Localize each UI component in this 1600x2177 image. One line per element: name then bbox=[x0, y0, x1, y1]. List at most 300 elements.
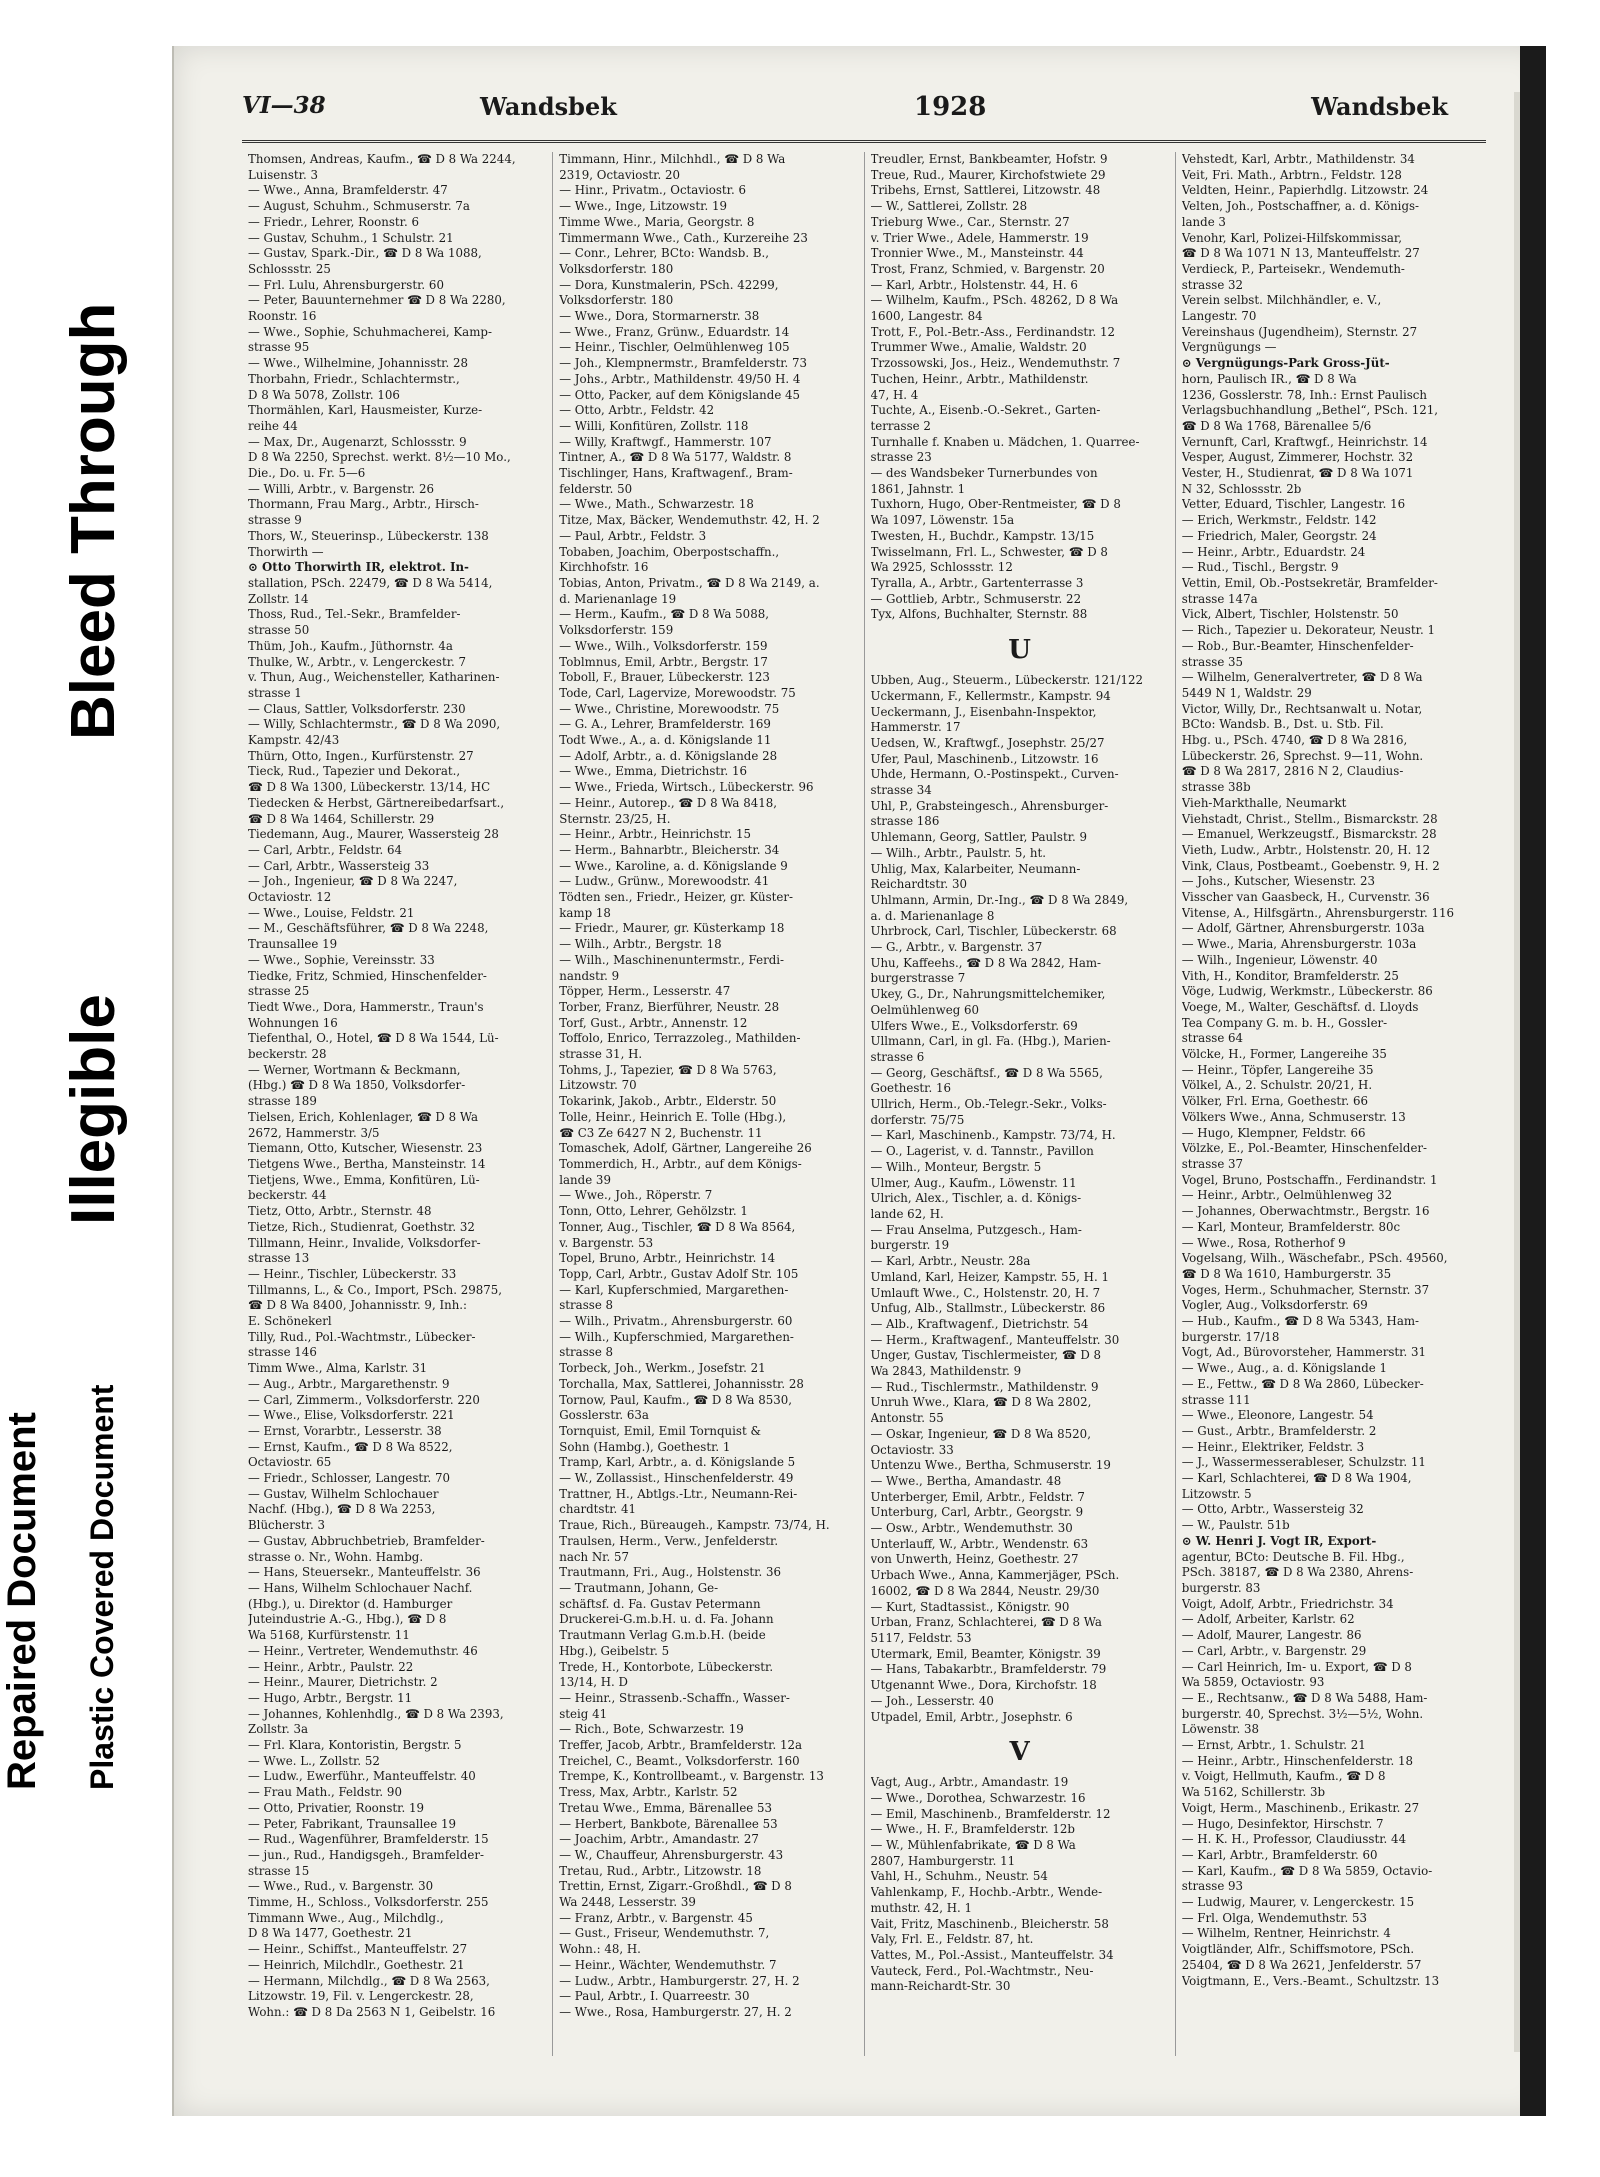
directory-entry: — Gottlieb, Arbtr., Schmuserstr. 22 bbox=[870, 591, 1082, 606]
directory-entry: horn, Paulisch IR., ☎ D 8 Wa bbox=[1181, 371, 1357, 386]
directory-entry: Die., Do. u. Fr. 5—6 bbox=[248, 466, 366, 481]
directory-entry: Vogt, Ad., Bürovorsteher, Hammerstr. 31 bbox=[1181, 1345, 1426, 1360]
directory-entry: Litzowstr. 5 bbox=[1181, 1486, 1252, 1501]
directory-entry: Timme Wwe., Maria, Georgstr. 8 bbox=[559, 214, 755, 229]
directory-entry: — Oskar, Ingenieur, ☎ D 8 Wa 8520, bbox=[870, 1426, 1091, 1441]
directory-entry: — Peter, Fabrikant, Traunsallee 19 bbox=[248, 1816, 456, 1831]
directory-entry: steig 41 bbox=[559, 1706, 608, 1721]
directory-entry: — Rich., Bote, Schwarzestr. 19 bbox=[559, 1722, 744, 1737]
directory-entry: Ullrich, Herm., Ob.-Telegr.-Sekr., Volks- bbox=[870, 1097, 1107, 1112]
directory-entry: Umlauft Wwe., C., Holstenstr. 20, H. 7 bbox=[870, 1285, 1101, 1300]
directory-entry: ☎ D 8 Wa 1071 N 13, Manteuffelstr. 27 bbox=[1181, 246, 1420, 261]
directory-entry: — Ludwig, Maurer, v. Lengerckestr. 15 bbox=[1181, 1895, 1415, 1910]
directory-entry: lande 3 bbox=[1181, 214, 1226, 229]
directory-entry: Thormählen, Karl, Hausmeister, Kurze- bbox=[248, 403, 483, 418]
directory-entry: Hbg.), Geibelstr. 5 bbox=[559, 1643, 670, 1658]
directory-entry: Juteindustrie A.-G., Hbg.), ☎ D 8 bbox=[248, 1612, 447, 1627]
directory-entry: — Hugo, Klempner, Feldstr. 66 bbox=[1181, 1125, 1366, 1140]
directory-entry: — Karl, Kaufm., ☎ D 8 Wa 5859, Octavio- bbox=[1181, 1863, 1433, 1878]
directory-entry: strasse 13 bbox=[248, 1251, 310, 1266]
directory-entry: burgerstrasse 7 bbox=[870, 971, 966, 986]
directory-column bbox=[1175, 152, 1486, 2056]
directory-entry: — Wwe., Franz, Grünw., Eduardstr. 14 bbox=[559, 324, 790, 339]
advertised-entry: ⊙ W. Henri J. Vogt IR, Export- bbox=[1181, 1533, 1377, 1548]
directory-entry: Verdieck, P., Parteisekr., Wendemuth- bbox=[1181, 261, 1405, 276]
directory-entry: — G., Arbtr., v. Bargenstr. 37 bbox=[870, 940, 1043, 955]
directory-entry: Victor, Willy, Dr., Rechtsanwalt u. Notar, bbox=[1181, 701, 1423, 716]
city-heading-left: Wandsbek bbox=[480, 92, 617, 121]
directory-entry: Tietgens Wwe., Bertha, Mansteinstr. 14 bbox=[248, 1157, 486, 1171]
directory-entry: Tyx, Alfons, Buchhalter, Sternstr. 88 bbox=[870, 607, 1088, 622]
directory-entry: Verlagsbuchhandlung „Bethel“, PSch. 121, bbox=[1181, 403, 1438, 418]
directory-entry: — Wilh., Kupferschmied, Margarethen- bbox=[559, 1329, 794, 1344]
directory-entry: Zollstr. 3a bbox=[248, 1722, 309, 1737]
directory-entry: 5449 N 1, Waldstr. 29 bbox=[1181, 685, 1312, 700]
directory-entry: — Frl. Olga, Wendemuthstr. 53 bbox=[1181, 1910, 1367, 1925]
directory-entry: — W., Mühlenfabrikate, ☎ D 8 Wa bbox=[870, 1838, 1076, 1853]
directory-entry: Vereinshaus (Jugendheim), Sternstr. 27 bbox=[1181, 324, 1418, 339]
directory-entry: Thors, W., Steuerinsp., Lübeckerstr. 138 bbox=[248, 528, 489, 543]
directory-entry: — Ludw., Ewerführ., Manteuffelstr. 40 bbox=[248, 1769, 476, 1784]
directory-entry: Wa 2843, Mathildenstr. 9 bbox=[870, 1364, 1022, 1379]
directory-entry: — Heinr., Schiffst., Manteuffelstr. 27 bbox=[248, 1942, 468, 1957]
directory-entry: v. Voigt, Hellmuth, Kaufm., ☎ D 8 bbox=[1181, 1769, 1386, 1784]
directory-entry: strasse 189 bbox=[248, 1094, 317, 1109]
directory-entry: strasse 95 bbox=[248, 340, 310, 355]
directory-entry: Tiedemann, Aug., Maurer, Wassersteig 28 bbox=[248, 827, 499, 842]
directory-entry: — Carl, Arbtr., Wassersteig 33 bbox=[248, 858, 430, 873]
directory-entry: Torf, Gust., Arbtr., Annenstr. 12 bbox=[559, 1015, 748, 1030]
directory-entry: Wa 1097, Löwenstr. 15a bbox=[870, 513, 1015, 528]
directory-entry: — Franz, Arbtr., v. Bargenstr. 45 bbox=[559, 1910, 753, 1925]
directory-entry: Velten, Joh., Postschaffner, a. d. Königs- bbox=[1181, 199, 1420, 214]
directory-entry: ☎ D 8 Wa 2817, 2816 N 2, Claudius- bbox=[1181, 764, 1404, 779]
directory-entry: — Carl Heinrich, Im- u. Export, ☎ D 8 bbox=[1181, 1659, 1412, 1674]
directory-entry: Unfug, Alb., Stallmstr., Lübeckerstr. 86 bbox=[870, 1301, 1106, 1316]
directory-entry: — Dora, Kunstmalerin, PSch. 42299, bbox=[559, 277, 779, 292]
directory-entry: — Frl. Klara, Kontoristin, Bergstr. 5 bbox=[248, 1738, 462, 1753]
directory-entry: Wa 5162, Schillerstr. 3b bbox=[1181, 1785, 1326, 1800]
directory-entry: Tode, Carl, Lagervize, Morewoodstr. 75 bbox=[559, 685, 796, 700]
directory-entry: Toblmnus, Emil, Arbtr., Bergstr. 17 bbox=[559, 654, 768, 669]
directory-entry: (Hbg.) ☎ D 8 Wa 1850, Volksdorfer- bbox=[248, 1078, 466, 1093]
directory-entry: — J., Wassermesserableser, Schulzstr. 11 bbox=[1181, 1455, 1426, 1470]
directory-entry: — Heinr., Vertreter, Wendemuthstr. 46 bbox=[248, 1643, 478, 1658]
directory-entry: Tuchte, A., Eisenb.-O.-Sekret., Garten- bbox=[870, 403, 1101, 418]
directory-entry: Tiedecken & Herbst, Gärtnereibedarfsart., bbox=[248, 795, 505, 810]
directory-entry: Trautmann, Fri., Aug., Holstenstr. 36 bbox=[559, 1565, 781, 1580]
directory-entry: Sternstr. 23/25, H. bbox=[559, 811, 671, 826]
directory-entry: strasse 8 bbox=[559, 1298, 614, 1313]
directory-entry: stallation, PSch. 22479, ☎ D 8 Wa 5414, bbox=[248, 575, 493, 590]
directory-entry: Reichardtstr. 30 bbox=[870, 877, 967, 892]
directory-entry: — Friedr., Maurer, gr. Küsterkamp 18 bbox=[559, 921, 785, 936]
directory-entry: Vattes, M., Pol.-Assist., Manteuffelstr. 34 bbox=[870, 1947, 1114, 1962]
directory-entry: — Rob., Bur.-Beamter, Hinschenfelder- bbox=[1181, 638, 1414, 653]
directory-entry: — Heinr., Arbtr., Paulstr. 22 bbox=[248, 1659, 414, 1674]
directory-entry: Urbach Wwe., Anna, Kammerjäger, PSch. bbox=[870, 1568, 1120, 1583]
directory-entry: Tietze, Rich., Studienrat, Goethstr. 32 bbox=[248, 1219, 475, 1234]
directory-entry: Wa 5168, Kurfürstenstr. 11 bbox=[248, 1628, 410, 1643]
directory-entry: burgerstr. 17/18 bbox=[1181, 1329, 1280, 1344]
directory-entry: — Paul, Arbtr., I. Quarreestr. 30 bbox=[559, 1989, 750, 2004]
directory-entry: — Heinr., Töpfer, Langereihe 35 bbox=[1181, 1062, 1374, 1077]
directory-entry: — Emanuel, Werkzeugstf., Bismarckstr. 28 bbox=[1181, 827, 1437, 842]
directory-entry: Tokarink, Jakob., Arbtr., Elderstr. 50 bbox=[559, 1094, 777, 1109]
directory-entry: Trummer Wwe., Amalie, Waldstr. 20 bbox=[870, 340, 1087, 355]
directory-entry: Roonstr. 16 bbox=[248, 309, 317, 324]
directory-entry: Tribehs, Ernst, Sattlerei, Litzowstr. 48 bbox=[870, 183, 1101, 198]
directory-entry: 1861, Jahnstr. 1 bbox=[870, 481, 966, 496]
directory-entry: Vetter, Eduard, Tischler, Langestr. 16 bbox=[1181, 497, 1406, 512]
directory-entry: Vöge, Ludwig, Werkmstr., Lübeckerstr. 86 bbox=[1181, 984, 1433, 999]
directory-entry: Vagt, Aug., Arbtr., Amandastr. 19 bbox=[870, 1775, 1069, 1790]
directory-entry: — W., Sattlerei, Zollstr. 28 bbox=[870, 199, 1028, 214]
directory-entry: 16002, ☎ D 8 Wa 2844, Neustr. 29/30 bbox=[870, 1583, 1100, 1598]
scan-annotation-labels bbox=[0, 0, 170, 2177]
directory-entry: — Heinr., Arbtr., Heinrichstr. 15 bbox=[559, 827, 751, 842]
directory-entry: Vieth, Ludw., Arbtr., Holstenstr. 20, H. 12 bbox=[1181, 842, 1431, 857]
directory-entry: — jun., Rud., Handigsgeh., Bramfelder- bbox=[248, 1847, 484, 1862]
directory-entry: 2319, Octaviostr. 20 bbox=[559, 167, 681, 182]
directory-entry: — Joh., Klempnermstr., Bramfelderstr. 73 bbox=[559, 356, 808, 371]
directory-entry: 2672, Hammerstr. 3/5 bbox=[248, 1125, 380, 1140]
directory-entry: Unterberger, Emil, Arbtr., Feldstr. 7 bbox=[870, 1489, 1085, 1504]
directory-entry: — M., Geschäftsführer, ☎ D 8 Wa 2248, bbox=[248, 921, 489, 936]
directory-entry: Timmann, Hinr., Milchhdl., ☎ D 8 Wa bbox=[559, 152, 786, 166]
directory-entry: — Wilhelm, Rentner, Heinrichstr. 4 bbox=[1181, 1926, 1391, 1941]
directory-entry: Thorwirth — bbox=[248, 544, 324, 559]
directory-entry: Trost, Franz, Schmied, v. Bargenstr. 20 bbox=[870, 261, 1105, 276]
directory-entry: Topel, Bruno, Arbtr., Heinrichstr. 14 bbox=[559, 1251, 776, 1266]
directory-entry: — Osw., Arbtr., Wendemuthstr. 30 bbox=[870, 1521, 1073, 1536]
directory-entry: Vester, H., Studienrat, ☎ D 8 Wa 1071 bbox=[1181, 466, 1414, 481]
directory-entry: Voigtländer, Alfr., Schiffsmotore, PSch. bbox=[1181, 1942, 1415, 1957]
directory-entry: burgerstr. 19 bbox=[870, 1238, 950, 1253]
directory-entry: — Wwe., Dorothea, Schwarzestr. 16 bbox=[870, 1790, 1086, 1805]
directory-entry: Todt Wwe., A., a. d. Königslande 11 bbox=[559, 733, 772, 748]
directory-entry: Tödten sen., Friedr., Heizer, gr. Küster- bbox=[559, 890, 794, 905]
directory-entry: Thulke, W., Arbtr., v. Lengerckestr. 7 bbox=[248, 654, 467, 669]
directory-entry: Octaviostr. 33 bbox=[870, 1442, 954, 1457]
directory-entry: Vick, Albert, Tischler, Holstenstr. 50 bbox=[1181, 607, 1399, 622]
directory-entry: — Gust., Friseur, Wendemuthstr. 7, bbox=[559, 1926, 770, 1941]
directory-entry: Tillmanns, L., & Co., Import, PSch. 29875, bbox=[248, 1282, 503, 1297]
directory-entry: Tiedke, Fritz, Schmied, Hinschenfelder- bbox=[248, 968, 487, 983]
directory-entry: Luisenstr. 3 bbox=[248, 167, 318, 182]
directory-entry: Hbg. u., PSch. 4740, ☎ D 8 Wa 2816, bbox=[1181, 733, 1408, 748]
directory-entry: Sohn (Hambg.), Goethestr. 1 bbox=[559, 1439, 731, 1454]
directory-entry: — Frau Anselma, Putzgesch., Ham- bbox=[870, 1222, 1082, 1237]
directory-entry: — Joh., Lesserstr. 40 bbox=[870, 1693, 994, 1708]
directory-entry: Tobaben, Joachim, Oberpostschaffn., bbox=[559, 544, 780, 559]
directory-entry: Zollstr. 14 bbox=[248, 591, 309, 606]
directory-entry: Torbeck, Joh., Werkm., Josefstr. 21 bbox=[559, 1361, 766, 1376]
directory-entry: — Friedr., Schlosser, Langestr. 70 bbox=[248, 1471, 451, 1486]
directory-entry: — Ludw., Arbtr., Hamburgerstr. 27, H. 2 bbox=[559, 1973, 800, 1988]
directory-entry: lande 39 bbox=[559, 1172, 611, 1187]
directory-entry: Ulrich, Alex., Tischler, a. d. Königs- bbox=[870, 1191, 1082, 1206]
directory-entry: — Rud., Tischl., Bergstr. 9 bbox=[1181, 560, 1339, 575]
directory-entry: Timm Wwe., Alma, Karlstr. 31 bbox=[248, 1361, 428, 1376]
directory-entry: — Hans, Tabakarbtr., Bramfelderstr. 79 bbox=[870, 1662, 1107, 1677]
directory-entry: strasse 111 bbox=[1181, 1392, 1251, 1407]
directory-entry: — Adolf, Gärtner, Ahrensburgerstr. 103a bbox=[1181, 921, 1425, 936]
directory-entry: v. Bargenstr. 53 bbox=[559, 1235, 654, 1250]
directory-entry: nandstr. 9 bbox=[559, 968, 620, 983]
directory-entry: 2807, Hamburgerstr. 11 bbox=[870, 1853, 1016, 1868]
directory-entry: strasse 1 bbox=[248, 685, 302, 700]
directory-entry: 47, H. 4 bbox=[870, 387, 919, 402]
directory-entry: — des Wandsbeker Turnerbundes von bbox=[870, 466, 1098, 481]
directory-entry: Treffer, Jacob, Arbtr., Bramfelderstr. 12a bbox=[559, 1738, 803, 1753]
directory-entry: — Heinr., Arbtr., Oelmühlenweg 32 bbox=[1181, 1188, 1393, 1203]
directory-entry: Völzke, E., Pol.-Beamter, Hinschenfelder- bbox=[1181, 1141, 1428, 1156]
directory-entry: — Wwe., Wilh., Volksdorferstr. 159 bbox=[559, 638, 768, 653]
directory-entry: strasse 93 bbox=[1181, 1879, 1244, 1894]
directory-entry: strasse 37 bbox=[1181, 1157, 1244, 1171]
directory-entry: — Friedrich, Maler, Georgstr. 24 bbox=[1181, 528, 1377, 543]
directory-entry: — Johs., Arbtr., Mathildenstr. 49/50 H. 4 bbox=[559, 371, 801, 386]
directory-entry: Trzossowski, Jos., Heiz., Wendemuthstr. 7 bbox=[870, 356, 1121, 371]
directory-entry: — Wwe., Rosa, Hamburgerstr. 27, H. 2 bbox=[559, 2004, 792, 2019]
directory-entry: reihe 44 bbox=[248, 418, 298, 433]
directory-entry: — Heinr., Elektriker, Feldstr. 3 bbox=[1181, 1439, 1365, 1454]
directory-entry: — Wwe., Frieda, Wirtsch., Lübeckerstr. 96 bbox=[559, 780, 814, 795]
section-letter: V bbox=[1009, 1737, 1030, 1768]
directory-entry: Vith, H., Konditor, Bramfelderstr. 25 bbox=[1181, 968, 1399, 983]
header-rule bbox=[242, 140, 1486, 143]
directory-entry: — Heinr., Tischler, Oelmühlenweg 105 bbox=[559, 340, 790, 355]
directory-entry: — Heinrich, Milchdlr., Goethestr. 21 bbox=[248, 1957, 465, 1972]
directory-entry: Trede, H., Kontorbote, Lübeckerstr. bbox=[559, 1659, 774, 1674]
directory-entry: — Conr., Lehrer, BCto: Wandsb. B., bbox=[559, 246, 770, 261]
directory-entry: nach Nr. 57 bbox=[559, 1549, 630, 1564]
directory-entry: — Otto, Arbtr., Wassersteig 32 bbox=[1181, 1502, 1364, 1517]
directory-entry: — Hugo, Desinfektor, Hirschstr. 7 bbox=[1181, 1816, 1384, 1831]
directory-entry: — Trautmann, Johann, Ge- bbox=[559, 1580, 719, 1595]
directory-entry: Tiefenthal, O., Hotel, ☎ D 8 Wa 1544, Lü- bbox=[248, 1031, 499, 1046]
directory-entry: Tuchen, Heinr., Arbtr., Mathildenstr. bbox=[870, 371, 1089, 386]
directory-entry: Wohnungen 16 bbox=[248, 1015, 338, 1030]
directory-entry: Ufer, Paul, Maschinenb., Litzowstr. 16 bbox=[870, 751, 1099, 766]
directory-entry: — Wwe., Elise, Volksdorferstr. 221 bbox=[248, 1408, 455, 1423]
directory-entry: Tieck, Rud., Tapezier und Dekorat., bbox=[248, 764, 461, 779]
directory-entry: 5117, Feldstr. 53 bbox=[870, 1630, 972, 1645]
directory-entry: — Joh., Ingenieur, ☎ D 8 Wa 2247, bbox=[248, 874, 458, 889]
directory-entry: strasse 8 bbox=[559, 1345, 614, 1360]
directory-entry: Litzowstr. 70 bbox=[559, 1078, 637, 1093]
directory-entry: ☎ D 8 Wa 1768, Bärenallee 5/6 bbox=[1181, 418, 1372, 433]
directory-entry: Völkel, A., 2. Schulstr. 20/21, H. bbox=[1181, 1078, 1373, 1093]
directory-entry: N 32, Schlossstr. 2b bbox=[1181, 481, 1302, 496]
directory-entry: — Carl, Arbtr., v. Bargenstr. 29 bbox=[1181, 1643, 1367, 1658]
directory-entry: — Otto, Packer, auf dem Königslande 45 bbox=[559, 387, 801, 402]
directory-entry: Vait, Fritz, Maschinenb., Bleicherstr. 58 bbox=[870, 1916, 1109, 1931]
directory-entry: Volksdorferstr. 180 bbox=[559, 261, 674, 276]
directory-entry: Hammerstr. 17 bbox=[870, 720, 961, 735]
directory-entry: — Rud., Wagenführer, Bramfelderstr. 15 bbox=[248, 1832, 489, 1847]
directory-entry: — Adolf, Arbeiter, Karlstr. 62 bbox=[1181, 1612, 1355, 1627]
directory-entry: — Willy, Kraftwgf., Hammerstr. 107 bbox=[559, 434, 772, 449]
directory-page bbox=[172, 46, 1546, 2116]
directory-entry: — W., Chauffeur, Ahrensburgerstr. 43 bbox=[559, 1847, 784, 1862]
directory-entry: strasse 38b bbox=[1181, 780, 1251, 795]
directory-entry: Vitense, A., Hilfsgärtn., Ahrensburgerstr. 116 bbox=[1181, 905, 1455, 920]
directory-entry: Venohr, Karl, Polizei-Hilfskommissar, bbox=[1181, 230, 1403, 245]
directory-entry: — Karl, Arbtr., Bramfelderstr. 60 bbox=[1181, 1847, 1378, 1862]
directory-entry: — Ludw., Grünw., Morewoodstr. 41 bbox=[559, 874, 770, 889]
directory-entry: Vogelsang, Wilh., Wäschefabr., PSch. 49560, bbox=[1181, 1251, 1448, 1266]
bleed-through-label: Bleed Through bbox=[59, 302, 128, 740]
directory-entry: Traunsallee 19 bbox=[248, 937, 338, 952]
directory-entry: Ulfers Wwe., E., Volksdorferstr. 69 bbox=[870, 1018, 1078, 1033]
directory-entry: Tintner, A., ☎ D 8 Wa 5177, Waldstr. 8 bbox=[559, 450, 792, 465]
directory-entry: — Wwe., Karoline, a. d. Königslande 9 bbox=[559, 858, 788, 873]
directory-entry: Tillmann, Heinr., Invalide, Volksdorfer- bbox=[248, 1235, 481, 1250]
directory-entry: 25404, ☎ D 8 Wa 2621, Jenfelderstr. 57 bbox=[1181, 1957, 1422, 1972]
directory-entry: — Johs., Kutscher, Wiesenstr. 23 bbox=[1181, 874, 1375, 889]
directory-entry: Thürn, Otto, Ingen., Kurfürstenstr. 27 bbox=[248, 748, 474, 763]
directory-entry: Uhu, Kaffeehs., ☎ D 8 Wa 2842, Ham- bbox=[870, 955, 1102, 970]
directory-entry: — Willi, Konfitüren, Zollstr. 118 bbox=[559, 418, 749, 433]
directory-entry: Wa 2925, Schlossstr. 12 bbox=[870, 560, 1013, 575]
directory-entry: — Wilh., Privatm., Ahrensburgerstr. 60 bbox=[559, 1314, 793, 1329]
directory-entry: — Emil, Maschinenb., Bramfelderstr. 12 bbox=[870, 1806, 1111, 1821]
directory-entry: burgerstr. 40, Sprechst. 3½—5½, Wohn. bbox=[1181, 1706, 1424, 1721]
directory-entry: Vauteck, Ferd., Pol.-Wachtmstr., Neu- bbox=[870, 1963, 1094, 1978]
directory-entry: Voigt, Adolf, Arbtr., Friedrichstr. 34 bbox=[1181, 1596, 1394, 1611]
directory-entry: muthstr. 42, H. 1 bbox=[870, 1900, 973, 1915]
directory-entry: Tornquist, Emil, Emil Tornquist & bbox=[559, 1423, 761, 1438]
directory-entry: — Rud., Tischlermstr., Mathildenstr. 9 bbox=[870, 1379, 1099, 1394]
directory-entry: — Wilh., Monteur, Bergstr. 5 bbox=[870, 1159, 1042, 1174]
directory-entry: — Ernst, Kaufm., ☎ D 8 Wa 8522, bbox=[248, 1439, 453, 1454]
directory-entry: strasse 64 bbox=[1181, 1031, 1244, 1046]
directory-entry: — Heinr., Arbtr., Eduardstr. 24 bbox=[1181, 544, 1366, 559]
directory-entry: strasse 9 bbox=[248, 513, 302, 528]
directory-entry: — Hub., Kaufm., ☎ D 8 Wa 5343, Ham- bbox=[1181, 1314, 1420, 1329]
directory-entry: — Karl, Arbtr., Holstenstr. 44, H. 6 bbox=[870, 277, 1078, 292]
directory-entry: Umland, Karl, Heizer, Kampstr. 55, H. 1 bbox=[870, 1269, 1109, 1284]
directory-entry: ☎ D 8 Wa 1610, Hamburgerstr. 35 bbox=[1181, 1266, 1392, 1281]
directory-entry: Ueckermann, J., Eisenbahn-Inspektor, bbox=[870, 704, 1097, 719]
directory-entry: strasse 15 bbox=[248, 1863, 310, 1878]
directory-entry: — Gustav, Schuhm., 1 Schulstr. 21 bbox=[248, 230, 454, 245]
directory-entry: — Gustav, Abbruchbetrieb, Bramfelder- bbox=[248, 1533, 485, 1548]
directory-entry: Tiemann, Otto, Kutscher, Wiesenstr. 23 bbox=[248, 1141, 483, 1156]
directory-entry: — Wwe., Emma, Dietrichstr. 16 bbox=[559, 764, 747, 779]
directory-entry: strasse 146 bbox=[248, 1345, 317, 1360]
directory-entry: Tretau Wwe., Emma, Bärenallee 53 bbox=[559, 1800, 773, 1815]
directory-entry: — Wwe., H. F., Bramfelderstr. 12b bbox=[870, 1822, 1075, 1837]
directory-entry: Tilly, Rud., Pol.-Wachtmstr., Lübecker- bbox=[248, 1329, 476, 1344]
page-header bbox=[242, 92, 1486, 132]
directory-entry: Topp, Carl, Arbtr., Gustav Adolf Str. 105 bbox=[559, 1266, 799, 1281]
directory-entry: ☎ D 8 Wa 1300, Lübeckerstr. 13/14, HC bbox=[248, 780, 491, 795]
directory-entry: felderstr. 50 bbox=[559, 481, 633, 496]
page-number: VI—38 bbox=[242, 92, 326, 119]
directory-entry: — Wilh., Arbtr., Bergstr. 18 bbox=[559, 937, 722, 952]
directory-entry: — Johannes, Kohlenhdlg., ☎ D 8 Wa 2393, bbox=[248, 1706, 504, 1721]
directory-entry: Unger, Gustav, Tischlermeister, ☎ D 8 bbox=[870, 1348, 1102, 1363]
directory-entry: Toffolo, Enrico, Terrazzoleg., Mathilden- bbox=[559, 1031, 801, 1046]
directory-entry: Vieh-Markthalle, Neumarkt bbox=[1181, 795, 1347, 810]
directory-entry: — Wwe. L., Zollstr. 52 bbox=[248, 1753, 380, 1768]
directory-entry: — Herm., Bahnarbtr., Bleicherstr. 34 bbox=[559, 842, 780, 857]
directory-entry: Torchalla, Max, Sattlerei, Johannisstr. 28 bbox=[559, 1376, 804, 1391]
directory-entry: — Hinr., Privatm., Octaviostr. 6 bbox=[559, 183, 747, 198]
directory-entry: — E., Rechtsanw., ☎ D 8 Wa 5488, Ham- bbox=[1181, 1690, 1428, 1705]
directory-entry: Ubben, Aug., Steuerm., Lübeckerstr. 121/122 bbox=[870, 673, 1143, 688]
directory-entry: ☎ C3 Ze 6427 N 2, Buchenstr. 11 bbox=[559, 1125, 763, 1140]
directory-entry: Trempe, K., Kontrollbeamt., v. Bargenstr. 13 bbox=[559, 1769, 824, 1784]
directory-entry: Trettin, Ernst, Zigarr.-Großhdl., ☎ D 8 bbox=[559, 1879, 792, 1894]
directory-entry: Tomaschek, Adolf, Gärtner, Langereihe 26 bbox=[559, 1141, 812, 1156]
directory-entry: burgerstr. 83 bbox=[1181, 1580, 1261, 1595]
directory-entry: Octaviostr. 12 bbox=[248, 890, 332, 905]
directory-entry: Tischlinger, Hans, Kraftwagenf., Bram- bbox=[559, 466, 793, 481]
directory-entry: Voigt, Herm., Maschinenb., Erikastr. 27 bbox=[1181, 1800, 1420, 1815]
directory-entry: beckerstr. 44 bbox=[248, 1188, 327, 1203]
directory-entry: Vesper, August, Zimmerer, Hochstr. 32 bbox=[1181, 450, 1414, 465]
directory-entry: — August, Schuhm., Schmuserstr. 7a bbox=[248, 199, 470, 214]
directory-entry: — H. K. H., Professor, Claudiusstr. 44 bbox=[1181, 1832, 1407, 1847]
directory-entry: D 8 Wa 2250, Sprechst. werkt. 8½—10 Mo., bbox=[248, 450, 511, 465]
directory-entry: — Friedr., Lehrer, Roonstr. 6 bbox=[248, 214, 419, 229]
plastic-covered-label: Plastic Covered Document bbox=[84, 1384, 120, 1790]
directory-entry: Völcke, H., Former, Langereihe 35 bbox=[1181, 1047, 1387, 1062]
directory-entry: — Heinr., Tischler, Lübeckerstr. 33 bbox=[248, 1266, 457, 1281]
directory-entry: E. Schönekerl bbox=[248, 1314, 332, 1329]
directory-entry: Octaviostr. 65 bbox=[248, 1455, 332, 1470]
directory-column bbox=[864, 152, 1175, 2056]
directory-entry: — Gustav, Wilhelm Schlochauer bbox=[248, 1486, 439, 1501]
directory-entry: — Max, Dr., Augenarzt, Schlossstr. 9 bbox=[248, 434, 467, 449]
directory-entry: — Claus, Sattler, Volksdorferstr. 230 bbox=[248, 701, 466, 716]
directory-entry: Vahl, H., Schuhm., Neustr. 54 bbox=[870, 1869, 1048, 1884]
directory-entry: — Hermann, Milchdlg., ☎ D 8 Wa 2563, bbox=[248, 1973, 490, 1988]
directory-entry: Nachf. (Hbg.), ☎ D 8 Wa 2253, bbox=[248, 1502, 436, 1517]
directory-entry: — Karl, Schlachterei, ☎ D 8 Wa 1904, bbox=[1181, 1471, 1412, 1486]
directory-entry: — Wilh., Ingenieur, Löwenstr. 40 bbox=[1181, 952, 1378, 967]
directory-entry: — Wwe., Rud., v. Bargenstr. 30 bbox=[248, 1879, 434, 1894]
year-heading: 1928 bbox=[914, 92, 987, 122]
directory-entry: — Wwe., Anna, Bramfelderstr. 47 bbox=[248, 183, 448, 198]
directory-entry: v. Trier Wwe., Adele, Hammerstr. 19 bbox=[870, 230, 1089, 245]
directory-entry: Urban, Franz, Schlachterei, ☎ D 8 Wa bbox=[870, 1615, 1102, 1630]
directory-entry: Veldten, Heinr., Papierhdlg. Litzowstr. 24 bbox=[1181, 183, 1429, 198]
directory-entry: — Wwe., Rosa, Rotherhof 9 bbox=[1181, 1235, 1346, 1250]
directory-entry: dorferstr. 75/75 bbox=[870, 1112, 965, 1127]
directory-entry: schäftsf. d. Fa. Gustav Petermann bbox=[559, 1596, 761, 1611]
directory-entry: Thormann, Frau Marg., Arbtr., Hirsch- bbox=[248, 497, 479, 512]
directory-entry: Tolle, Heinr., Heinrich E. Tolle (Hbg.), bbox=[559, 1109, 787, 1124]
directory-entry: — Wwe., Maria, Ahrensburgerstr. 103a bbox=[1181, 937, 1417, 952]
directory-entry: 13/14, H. D bbox=[559, 1675, 628, 1690]
directory-entry: Langestr. 70 bbox=[1181, 309, 1257, 324]
directory-entry: — Carl, Zimmerm., Volksdorferstr. 220 bbox=[248, 1392, 480, 1407]
directory-entry: — Otto, Arbtr., Feldstr. 42 bbox=[559, 403, 715, 418]
directory-entry: Vogel, Bruno, Postschaffn., Ferdinandstr. 1 bbox=[1181, 1172, 1438, 1187]
directory-entry: agentur, BCto: Deutsche B. Fil. Hbg., bbox=[1181, 1549, 1405, 1564]
directory-entry: Viehstadt, Christ., Stellm., Bismarckstr. 28 bbox=[1181, 811, 1438, 826]
directory-entry: — Wilhelm, Kaufm., PSch. 48262, D 8 Wa bbox=[870, 293, 1119, 308]
directory-entry: Volksdorferstr. 159 bbox=[559, 623, 674, 638]
directory-entry: Tobias, Anton, Privatm., ☎ D 8 Wa 2149, a. bbox=[559, 575, 820, 590]
directory-entry: chardtstr. 41 bbox=[559, 1502, 637, 1517]
directory-entry: Völker, Frl. Erna, Goethestr. 66 bbox=[1181, 1094, 1368, 1109]
